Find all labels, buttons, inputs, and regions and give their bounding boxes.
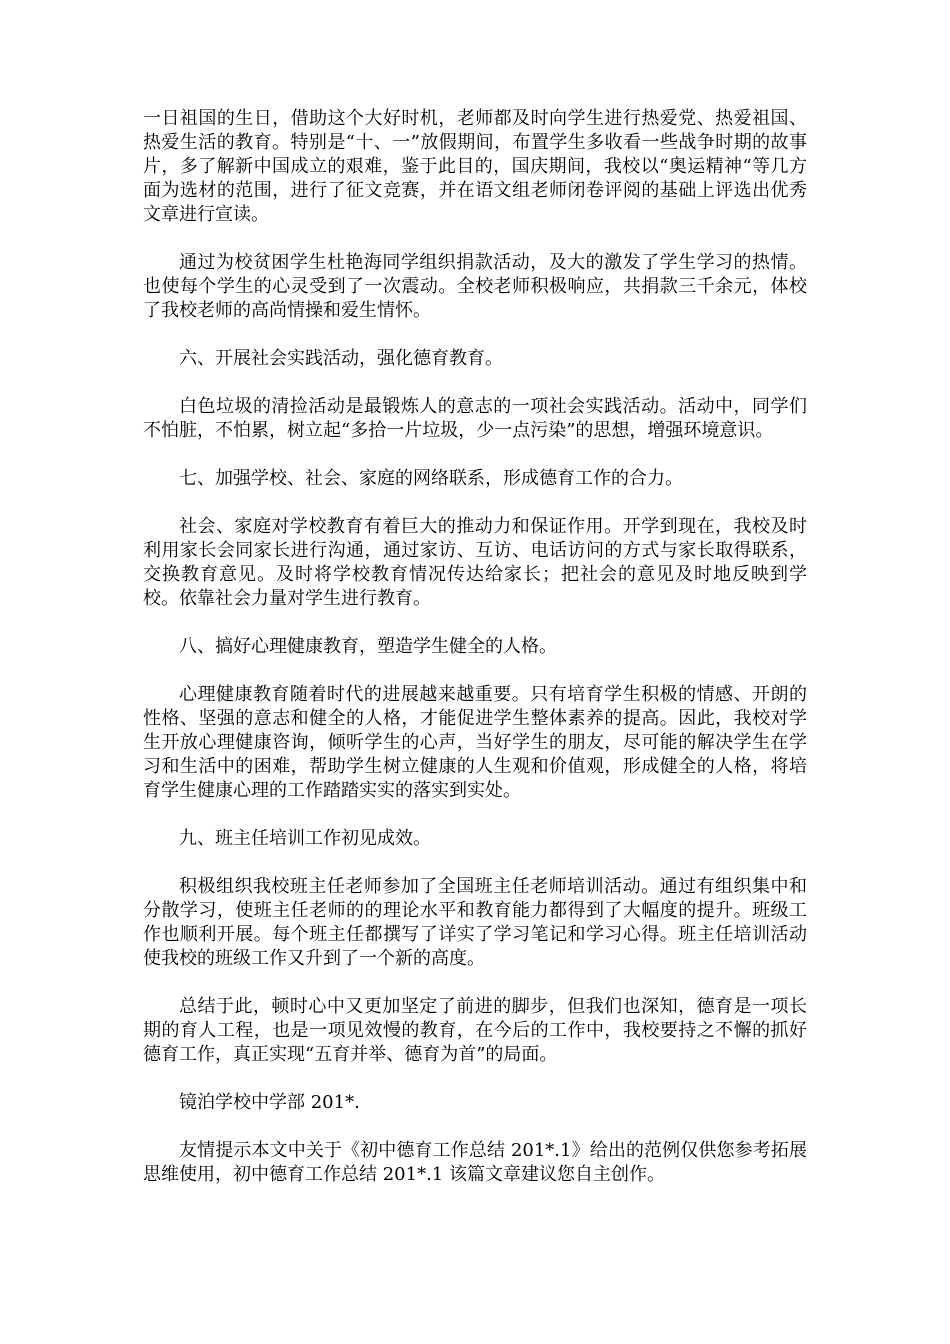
paragraph-conclusion: 总结于此，顿时心中又更加坚定了前进的脚步，但我们也深知，德育是一项长期的育人工程，也是一项见效慢的教育，在今后的工作中，我校要持之不懈的抓好德育工作，真正实现“五育并举、德育为首”的局面。 [143,996,807,1065]
paragraph-garbage-cleanup: 白色垃圾的清捡活动是最锻炼人的意志的一项社会实践活动。活动中，同学们不怕脏，不怕累，树立起“多拾一片垃圾，少一点污染”的思想，增强环境意识。 [143,396,807,441]
paragraph-donation-activity: 通过为校贫困学生杜艳海同学组织捐款活动，及大的激发了学生学习的热情。也使每个学生的心灵受到了一次震动。全校老师积极响应，共捐款三千余元，体校了我校老师的高尚情操和爱生情怀。 [143,252,807,321]
section-heading-mental-health: 八、搞好心理健康教育，塑造学生健全的人格。 [179,636,557,657]
signature-line: 镜泊学校中学部 201*. [179,1092,360,1113]
section-heading-teacher-training: 九、班主任培训工作初见成效。 [179,828,431,849]
section-heading-social-practice: 六、开展社会实践活动，强化德育教育。 [179,348,503,369]
paragraph-mental-health: 心理健康教育随着时代的进展越来越重要。只有培育学生积极的情感、开朗的性格、坚强的意志和健全的人格，才能促进学生整体素养的提高。因此，我校对学生开放心理健康咨询，倾听学生的心声，当好学生的朋友，尽可能的解决学生在学习和生活中的困难，帮助学生树立健康的人生观和价值观，形成健全的人格，将培育学生健康心理的工作踏踏实实的落实到实处。 [143,684,807,801]
paragraph-teacher-training: 积极组织我校班主任老师参加了全国班主任老师培训活动。通过有组织集中和分散学习，使班主任老师的的理论水平和教育能力都得到了大幅度的提升。班级工作也顺利开展。每个班主任都撰写了详实了学习笔记和学习心得。班主任培训活动使我校的班级工作又升到了一个新的高度。 [143,876,807,969]
document-page [143,107,807,1211]
paragraph-family-contact: 社会、家庭对学校教育有着巨大的推动力和保证作用。开学到现在，我校及时利用家长会同家长进行沟通，通过家访、互访、电话访问的方式与家长取得联系，交换教育意见。及时将学校教育情况传达给家长；把社会的意见及时地反映到学校。依靠社会力量对学生进行教育。 [143,516,807,609]
paragraph-national-day-education: 一日祖国的生日，借助这个大好时机，老师都及时向学生进行热爱党、热爱祖国、热爱生活的教育。特别是“十、一”放假期间，布置学生多收看一些战争时期的故事片，多了解新中国成立的艰难，鉴于此目的，国庆期间，我校以“奥运精神“等几方面为选材的范围，进行了征文竞赛，并在语文组老师闭卷评阅的基础上评选出优秀文章进行宣读。 [143,108,807,225]
disclaimer-note: 友情提示本文中关于《初中德育工作总结 201*.1》给出的范例仅供您参考拓展思维使用，初中德育工作总结 201*.1 该篇文章建议您自主创作。 [143,1140,807,1185]
section-heading-network-contact: 七、加强学校、社会、家庭的网络联系，形成德育工作的合力。 [179,468,683,489]
